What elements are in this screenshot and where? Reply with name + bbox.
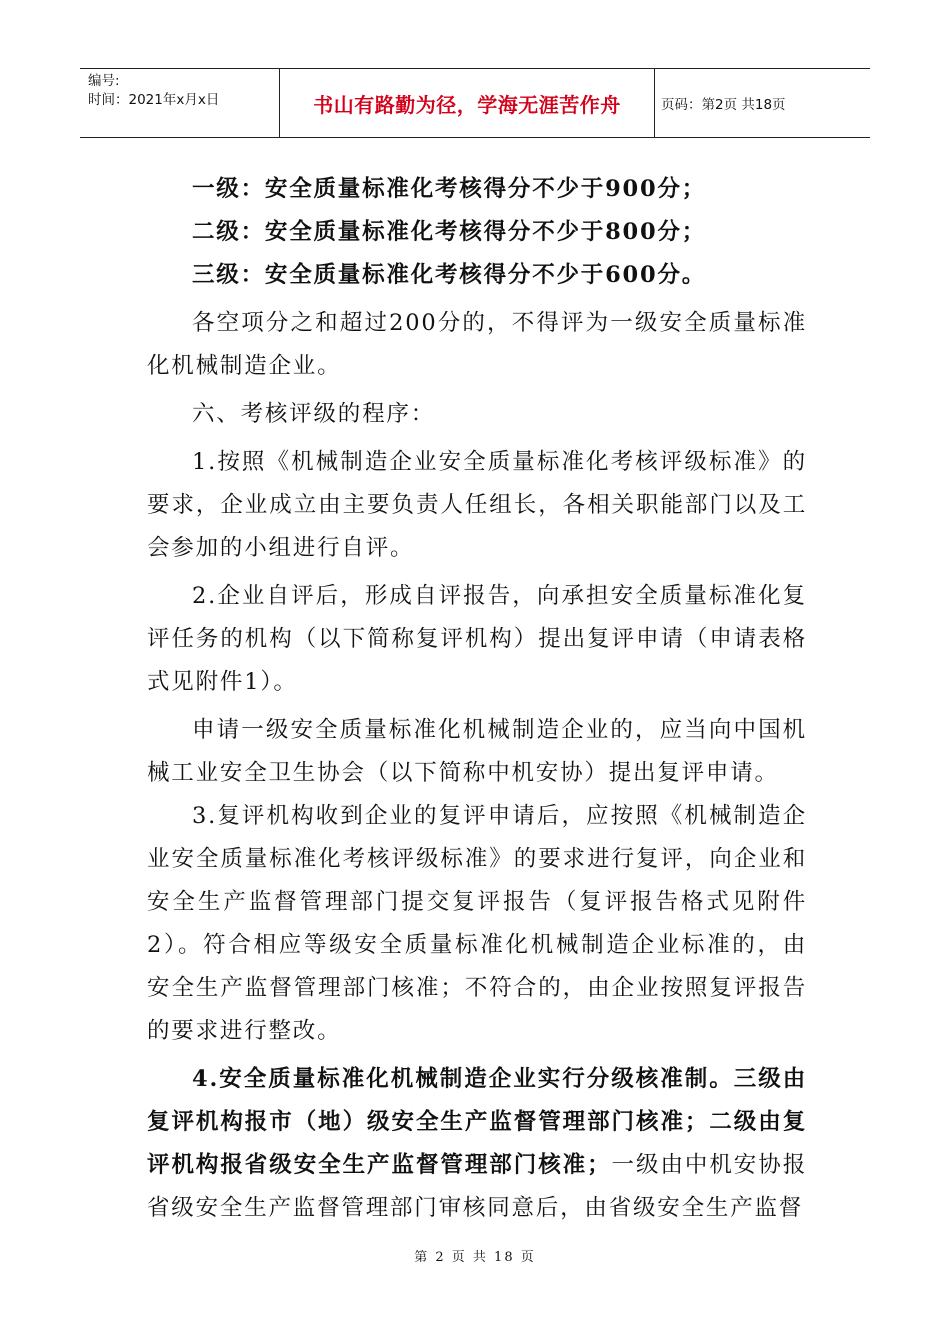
apply-paragraph: 申请一级安全质量标准化机械制造企业的，应当向中国机械工业安全卫生协会（以下简称中机安协）提出复评申请。 [147, 717, 807, 786]
procedure-item-2: 2.企业自评后，形成自评报告，向承担安全质量标准化复评任务的机构（以下简称复评机构）提出复评申请（申请表格式见附件1）。 [147, 583, 807, 695]
procedure-item-3: 3.复评机构收到企业的复评申请后，应按照《机械制造企业安全质量标准化考核评级标准》的要求进行复评，向企业和安全生产监督管理部门提交复评报告（复评报告格式见附件2）。符合相应等级安全质量标准化机械制造企业标准的，由安全生产监督管理部门核准；不符合的，由企业按照复评报告的要求进行整改。 [147, 803, 807, 1044]
procedure-item-1: 1.按照《机械制造企业安全质量标准化考核评级标准》的要求，企业成立由主要负责人任组长，各相关职能部门以及工会参加的小组进行自评。 [147, 449, 807, 561]
item-4-regular-text: 一级由中机安协报省级安全生产监督管理部门审核同意后，由省级安全生产监督 [147, 1152, 808, 1221]
item-4-bold-text: 4.安全质量标准化机械制造企业实行分级核准制。三级由复评机构报市（地）级安全生产监督管理部门核准；二级由复评机构报省级安全生产监督管理部门核准； [147, 1066, 807, 1178]
empty-items-paragraph: 各空项分之和超过200分的，不得评为一级安全质量标准化机械制造企业。 [147, 310, 807, 379]
section-six-heading: 六、考核评级的程序： [192, 401, 436, 427]
grade-two-line: 二级：安全质量标准化考核得分不少于800分； [192, 219, 707, 245]
grade-three-line: 三级：安全质量标准化考核得分不少于600分。 [192, 262, 707, 288]
header-page-info: 页码：第2页 共18页 [661, 97, 786, 113]
page-header [80, 68, 870, 138]
header-motto: 书山有路勤为径，学海无涯苦作舟 [280, 69, 655, 137]
document-body [147, 168, 807, 1230]
grade-one-line: 一级：安全质量标准化考核得分不少于900分； [192, 176, 707, 202]
header-meta [80, 69, 280, 137]
document-date: 时间：2021年x月x日 [88, 92, 220, 108]
procedure-item-4 [147, 1058, 807, 1230]
document-number-label: 编号: [88, 73, 120, 89]
page-footer: 第 2 页 共 18 页 [414, 1250, 536, 1265]
